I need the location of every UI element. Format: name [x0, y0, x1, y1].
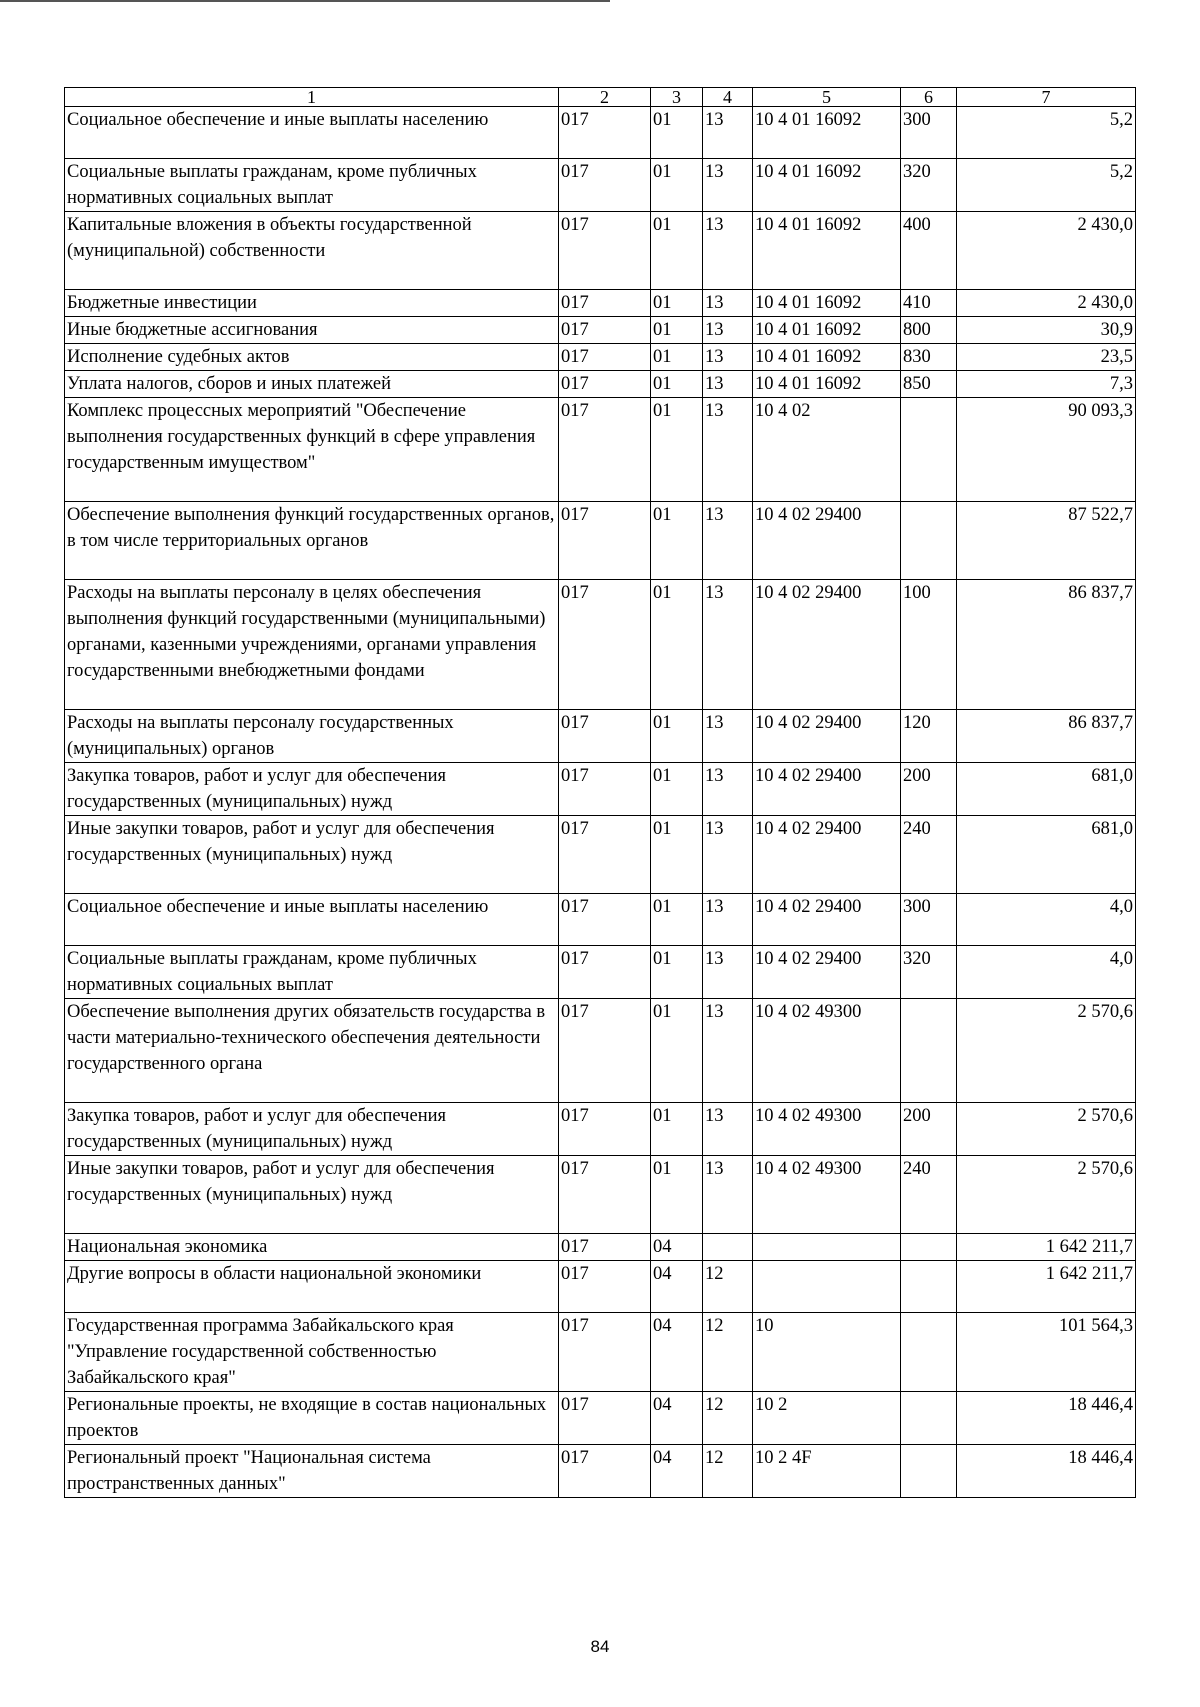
amount-cell: 18 446,4: [957, 1392, 1136, 1445]
code-cell: 10 2 4F: [753, 1445, 901, 1498]
code-cell: 13: [703, 894, 753, 946]
top-rule: [0, 0, 610, 2]
code-cell: 017: [559, 212, 651, 290]
code-cell: [753, 1261, 901, 1313]
code-cell: 13: [703, 1103, 753, 1156]
row-name-cell: Иные бюджетные ассигнования: [65, 317, 559, 344]
row-name-cell: Социальные выплаты гражданам, кроме публичных нормативных социальных выплат: [65, 946, 559, 999]
code-cell: 017: [559, 1261, 651, 1313]
table-row: [65, 1103, 1136, 1156]
table-row: [65, 1313, 1136, 1392]
code-cell: 01: [651, 894, 703, 946]
table-row: [65, 894, 1136, 946]
code-cell: 017: [559, 344, 651, 371]
code-cell: 10 4 02 29400: [753, 894, 901, 946]
amount-cell: 23,5: [957, 344, 1136, 371]
table-row: [65, 1156, 1136, 1234]
amount-cell: 681,0: [957, 763, 1136, 816]
table-row: [65, 1392, 1136, 1445]
code-cell: 017: [559, 816, 651, 894]
code-cell: 017: [559, 999, 651, 1103]
amount-cell: 2 570,6: [957, 1156, 1136, 1234]
code-cell: 13: [703, 317, 753, 344]
amount-cell: 681,0: [957, 816, 1136, 894]
row-name-cell: Уплата налогов, сборов и иных платежей: [65, 371, 559, 398]
code-cell: 10 4 01 16092: [753, 317, 901, 344]
code-cell: 01: [651, 317, 703, 344]
code-cell: 13: [703, 816, 753, 894]
code-cell: 13: [703, 710, 753, 763]
code-cell: 017: [559, 1234, 651, 1261]
row-name-cell: Иные закупки товаров, работ и услуг для обеспечения государственных (муниципальных) нужд: [65, 1156, 559, 1234]
code-cell: 10 4 02 29400: [753, 763, 901, 816]
code-cell: [901, 502, 957, 580]
table-row: [65, 159, 1136, 212]
code-cell: 10 4 01 16092: [753, 212, 901, 290]
row-name-cell: Исполнение судебных актов: [65, 344, 559, 371]
code-cell: 13: [703, 1156, 753, 1234]
code-cell: 13: [703, 580, 753, 710]
row-name-cell: Обеспечение выполнения функций государственных органов, в том числе территориальных органов: [65, 502, 559, 580]
code-cell: 017: [559, 290, 651, 317]
table-row: [65, 710, 1136, 763]
table-row: [65, 580, 1136, 710]
amount-cell: 2 570,6: [957, 1103, 1136, 1156]
code-cell: 10 4 02 29400: [753, 710, 901, 763]
code-cell: 01: [651, 580, 703, 710]
code-cell: 13: [703, 371, 753, 398]
amount-cell: 4,0: [957, 894, 1136, 946]
amount-cell: 2 430,0: [957, 290, 1136, 317]
code-cell: 017: [559, 1313, 651, 1392]
code-cell: [901, 398, 957, 502]
code-cell: 01: [651, 212, 703, 290]
amount-cell: 5,2: [957, 107, 1136, 159]
amount-cell: 18 446,4: [957, 1445, 1136, 1498]
code-cell: 10 4 02: [753, 398, 901, 502]
row-name-cell: Другие вопросы в области национальной экономики: [65, 1261, 559, 1313]
row-name-cell: Комплекс процессных мероприятий "Обеспечение выполнения государственных функций в сфере управления государственным имуществом": [65, 398, 559, 502]
code-cell: 10 4 02 29400: [753, 816, 901, 894]
code-cell: [753, 1234, 901, 1261]
code-cell: 10 4 02 49300: [753, 1156, 901, 1234]
code-cell: 240: [901, 1156, 957, 1234]
amount-cell: 7,3: [957, 371, 1136, 398]
code-cell: 01: [651, 999, 703, 1103]
amount-cell: 1 642 211,7: [957, 1261, 1136, 1313]
table-row: [65, 502, 1136, 580]
code-cell: 13: [703, 107, 753, 159]
row-name-cell: Государственная программа Забайкальского края "Управление государственной собственностью Забайкальского края": [65, 1313, 559, 1392]
code-cell: 017: [559, 894, 651, 946]
code-cell: 10 4 02 29400: [753, 580, 901, 710]
code-cell: 01: [651, 710, 703, 763]
code-cell: 120: [901, 710, 957, 763]
table-row: [65, 398, 1136, 502]
row-name-cell: Региональный проект "Национальная система пространственных данных": [65, 1445, 559, 1498]
table-row: [65, 107, 1136, 159]
code-cell: 300: [901, 107, 957, 159]
row-name-cell: Бюджетные инвестиции: [65, 290, 559, 317]
code-cell: 800: [901, 317, 957, 344]
row-name-cell: Расходы на выплаты персоналу государственных (муниципальных) органов: [65, 710, 559, 763]
code-cell: 10 4 02 49300: [753, 1103, 901, 1156]
code-cell: [901, 1445, 957, 1498]
code-cell: 13: [703, 763, 753, 816]
code-cell: 017: [559, 502, 651, 580]
code-cell: 01: [651, 946, 703, 999]
amount-cell: 5,2: [957, 159, 1136, 212]
code-cell: 10 4 01 16092: [753, 371, 901, 398]
amount-cell: 86 837,7: [957, 580, 1136, 710]
header-cell: 6: [901, 88, 957, 107]
table-row: [65, 1261, 1136, 1313]
code-cell: 01: [651, 159, 703, 212]
row-name-cell: Национальная экономика: [65, 1234, 559, 1261]
amount-cell: 86 837,7: [957, 710, 1136, 763]
code-cell: 13: [703, 212, 753, 290]
code-cell: 13: [703, 159, 753, 212]
code-cell: 01: [651, 816, 703, 894]
row-name-cell: Закупка товаров, работ и услуг для обеспечения государственных (муниципальных) нужд: [65, 763, 559, 816]
code-cell: 017: [559, 763, 651, 816]
code-cell: 320: [901, 946, 957, 999]
table-row: [65, 344, 1136, 371]
code-cell: 017: [559, 159, 651, 212]
code-cell: [901, 999, 957, 1103]
code-cell: 01: [651, 1103, 703, 1156]
code-cell: [901, 1392, 957, 1445]
header-cell: 7: [957, 88, 1136, 107]
code-cell: [901, 1261, 957, 1313]
header-cell: 1: [65, 88, 559, 107]
code-cell: 017: [559, 1156, 651, 1234]
code-cell: 13: [703, 946, 753, 999]
page-number: 84: [590, 1637, 610, 1656]
code-cell: 12: [703, 1392, 753, 1445]
amount-cell: 2 430,0: [957, 212, 1136, 290]
amount-cell: 1 642 211,7: [957, 1234, 1136, 1261]
code-cell: 01: [651, 290, 703, 317]
row-name-cell: Социальные выплаты гражданам, кроме публичных нормативных социальных выплат: [65, 159, 559, 212]
code-cell: 017: [559, 317, 651, 344]
code-cell: 017: [559, 1103, 651, 1156]
code-cell: 10 2: [753, 1392, 901, 1445]
code-cell: 01: [651, 398, 703, 502]
table-row: [65, 763, 1136, 816]
code-cell: 12: [703, 1261, 753, 1313]
table-row: [65, 1445, 1136, 1498]
code-cell: 13: [703, 290, 753, 317]
code-cell: [703, 1234, 753, 1261]
code-cell: 10 4 01 16092: [753, 344, 901, 371]
code-cell: 240: [901, 816, 957, 894]
code-cell: 13: [703, 999, 753, 1103]
code-cell: 10 4 01 16092: [753, 159, 901, 212]
amount-cell: 2 570,6: [957, 999, 1136, 1103]
code-cell: 13: [703, 398, 753, 502]
code-cell: 01: [651, 344, 703, 371]
code-cell: 04: [651, 1392, 703, 1445]
table-row: [65, 212, 1136, 290]
code-cell: 10 4 02 29400: [753, 502, 901, 580]
amount-cell: 4,0: [957, 946, 1136, 999]
budget-table: [64, 87, 1136, 1498]
header-cell: 4: [703, 88, 753, 107]
row-name-cell: Капитальные вложения в объекты государственной (муниципальной) собственности: [65, 212, 559, 290]
code-cell: 12: [703, 1313, 753, 1392]
code-cell: 01: [651, 763, 703, 816]
code-cell: 017: [559, 946, 651, 999]
row-name-cell: Социальное обеспечение и иные выплаты населению: [65, 107, 559, 159]
code-cell: 10 4 02 49300: [753, 999, 901, 1103]
code-cell: 10 4 01 16092: [753, 107, 901, 159]
amount-cell: 101 564,3: [957, 1313, 1136, 1392]
row-name-cell: Региональные проекты, не входящие в состав национальных проектов: [65, 1392, 559, 1445]
code-cell: 017: [559, 371, 651, 398]
code-cell: 410: [901, 290, 957, 317]
table-header-row: [65, 88, 1136, 107]
code-cell: 13: [703, 344, 753, 371]
table-row: [65, 946, 1136, 999]
code-cell: 01: [651, 1156, 703, 1234]
table-row: [65, 317, 1136, 344]
code-cell: 04: [651, 1261, 703, 1313]
code-cell: 400: [901, 212, 957, 290]
row-name-cell: Социальное обеспечение и иные выплаты населению: [65, 894, 559, 946]
code-cell: 017: [559, 107, 651, 159]
code-cell: 10: [753, 1313, 901, 1392]
row-name-cell: Обеспечение выполнения других обязательств государства в части материально-технического обеспечения деятельности государственного органа: [65, 999, 559, 1103]
row-name-cell: Иные закупки товаров, работ и услуг для обеспечения государственных (муниципальных) нужд: [65, 816, 559, 894]
code-cell: 13: [703, 502, 753, 580]
code-cell: 01: [651, 107, 703, 159]
code-cell: 017: [559, 1392, 651, 1445]
code-cell: 200: [901, 763, 957, 816]
code-cell: 12: [703, 1445, 753, 1498]
table-row: [65, 999, 1136, 1103]
code-cell: 300: [901, 894, 957, 946]
code-cell: 10 4 01 16092: [753, 290, 901, 317]
table-row: [65, 1234, 1136, 1261]
code-cell: 017: [559, 710, 651, 763]
header-cell: 5: [753, 88, 901, 107]
code-cell: 320: [901, 159, 957, 212]
code-cell: 01: [651, 502, 703, 580]
amount-cell: 30,9: [957, 317, 1136, 344]
code-cell: 017: [559, 398, 651, 502]
table-row: [65, 816, 1136, 894]
row-name-cell: Расходы на выплаты персоналу в целях обеспечения выполнения функций государственными (муниципальными) органами, казенными учреждениями, органами управления государственными внебюджетными фондами: [65, 580, 559, 710]
code-cell: [901, 1234, 957, 1261]
code-cell: 017: [559, 1445, 651, 1498]
code-cell: 10 4 02 29400: [753, 946, 901, 999]
code-cell: 830: [901, 344, 957, 371]
code-cell: [901, 1313, 957, 1392]
code-cell: 200: [901, 1103, 957, 1156]
code-cell: 850: [901, 371, 957, 398]
code-cell: 04: [651, 1313, 703, 1392]
code-cell: 04: [651, 1445, 703, 1498]
amount-cell: 90 093,3: [957, 398, 1136, 502]
header-cell: 2: [559, 88, 651, 107]
header-cell: 3: [651, 88, 703, 107]
code-cell: 017: [559, 580, 651, 710]
row-name-cell: Закупка товаров, работ и услуг для обеспечения государственных (муниципальных) нужд: [65, 1103, 559, 1156]
code-cell: 100: [901, 580, 957, 710]
table-row: [65, 371, 1136, 398]
table-row: [65, 290, 1136, 317]
amount-cell: 87 522,7: [957, 502, 1136, 580]
code-cell: 04: [651, 1234, 703, 1261]
code-cell: 01: [651, 371, 703, 398]
